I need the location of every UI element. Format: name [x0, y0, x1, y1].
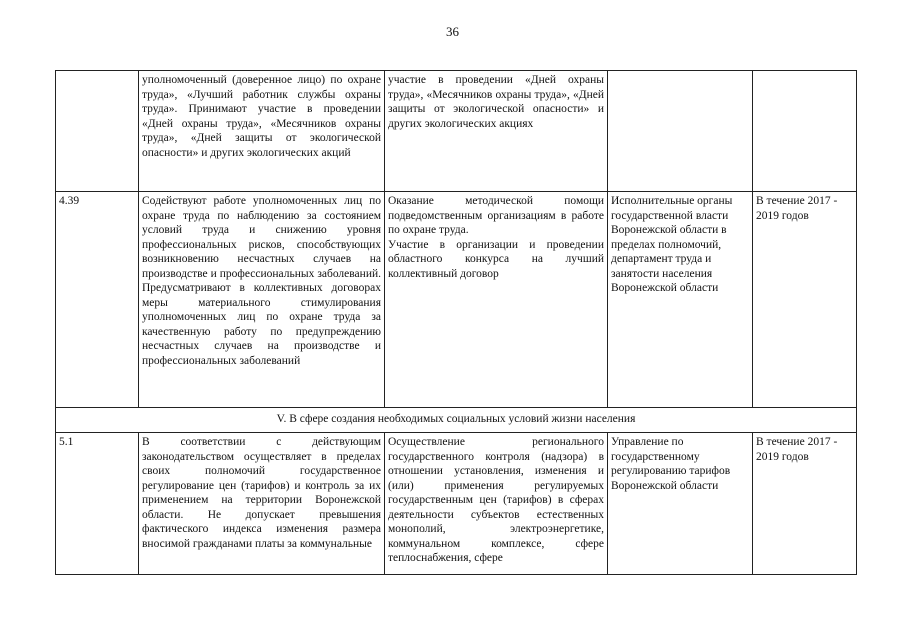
- executor-cell: Управление по государственному регулированию тарифов Воронежской области: [608, 433, 753, 575]
- mechanism-cell: Оказание методической помощи подведомственным организациям в работе по охране труда. Участие в организации и проведении областного конкурса на лучший коллективный договор: [385, 192, 608, 408]
- term-cell: В течение 2017 - 2019 годов: [753, 433, 857, 575]
- content-cell: Содействуют работе уполномоченных лиц по охране труда по наблюдению за состоянием условий труда и снижению уровня профессиональных рисков, способствующих возникновению несчастных случаев на производстве и профессиональных заболеваний. Предусматривают в коллективных договорах меры материального стимулирования уполномоченных лиц по охране труда за качественную работу по предупреждению несчастных случаев на производстве и профессиональных заболеваний: [139, 192, 385, 408]
- measures-table: [55, 70, 857, 575]
- term-cell: [753, 71, 857, 192]
- content-cell: В соответствии с действующим законодательством осуществляет в пределах своих полномочий государственное регулирование цен (тарифов) и контроль за их применением на территории Воронежской области. Не допускает превышения фактического индекса изменения размера вносимой гражданами платы за коммунальные: [139, 433, 385, 575]
- mechanism-cell: участие в проведении «Дней охраны труда», «Месячников охраны труда», «Дней защиты от экологической опасности» и других экологических акциях: [385, 71, 608, 192]
- executor-cell: Исполнительные органы государственной власти Воронежской области в пределах полномочий, департамент труда и занятости населения Воронежской области: [608, 192, 753, 408]
- table-row: [56, 192, 857, 408]
- table-row: [56, 433, 857, 575]
- page-number: 36: [446, 24, 459, 39]
- section-title: V. В сфере создания необходимых социальных условий жизни населения: [56, 408, 857, 433]
- item-number-cell: 5.1: [56, 433, 139, 575]
- table-row: [56, 71, 857, 192]
- executor-cell: [608, 71, 753, 192]
- term-cell: В течение 2017 - 2019 годов: [753, 192, 857, 408]
- content-cell: уполномоченный (доверенное лицо) по охране труда», «Лучший работник службы охраны труда». Принимают участие в проведении «Дней охраны труда», «Месячников охраны труда», «Дней защиты от экологической опасности» и других экологических акций: [139, 71, 385, 192]
- item-number-cell: [56, 71, 139, 192]
- item-number-cell: 4.39: [56, 192, 139, 408]
- section-header-row: [56, 408, 857, 433]
- mechanism-cell: Осуществление регионального государственного контроля (надзора) в отношении установления, изменения и (или) применения регулируемых государственным цен (тарифов) в сферах деятельности субъектов естественных монополий, электроэнергетике, коммунальном комплексе, сфере теплоснабжения, сфере: [385, 433, 608, 575]
